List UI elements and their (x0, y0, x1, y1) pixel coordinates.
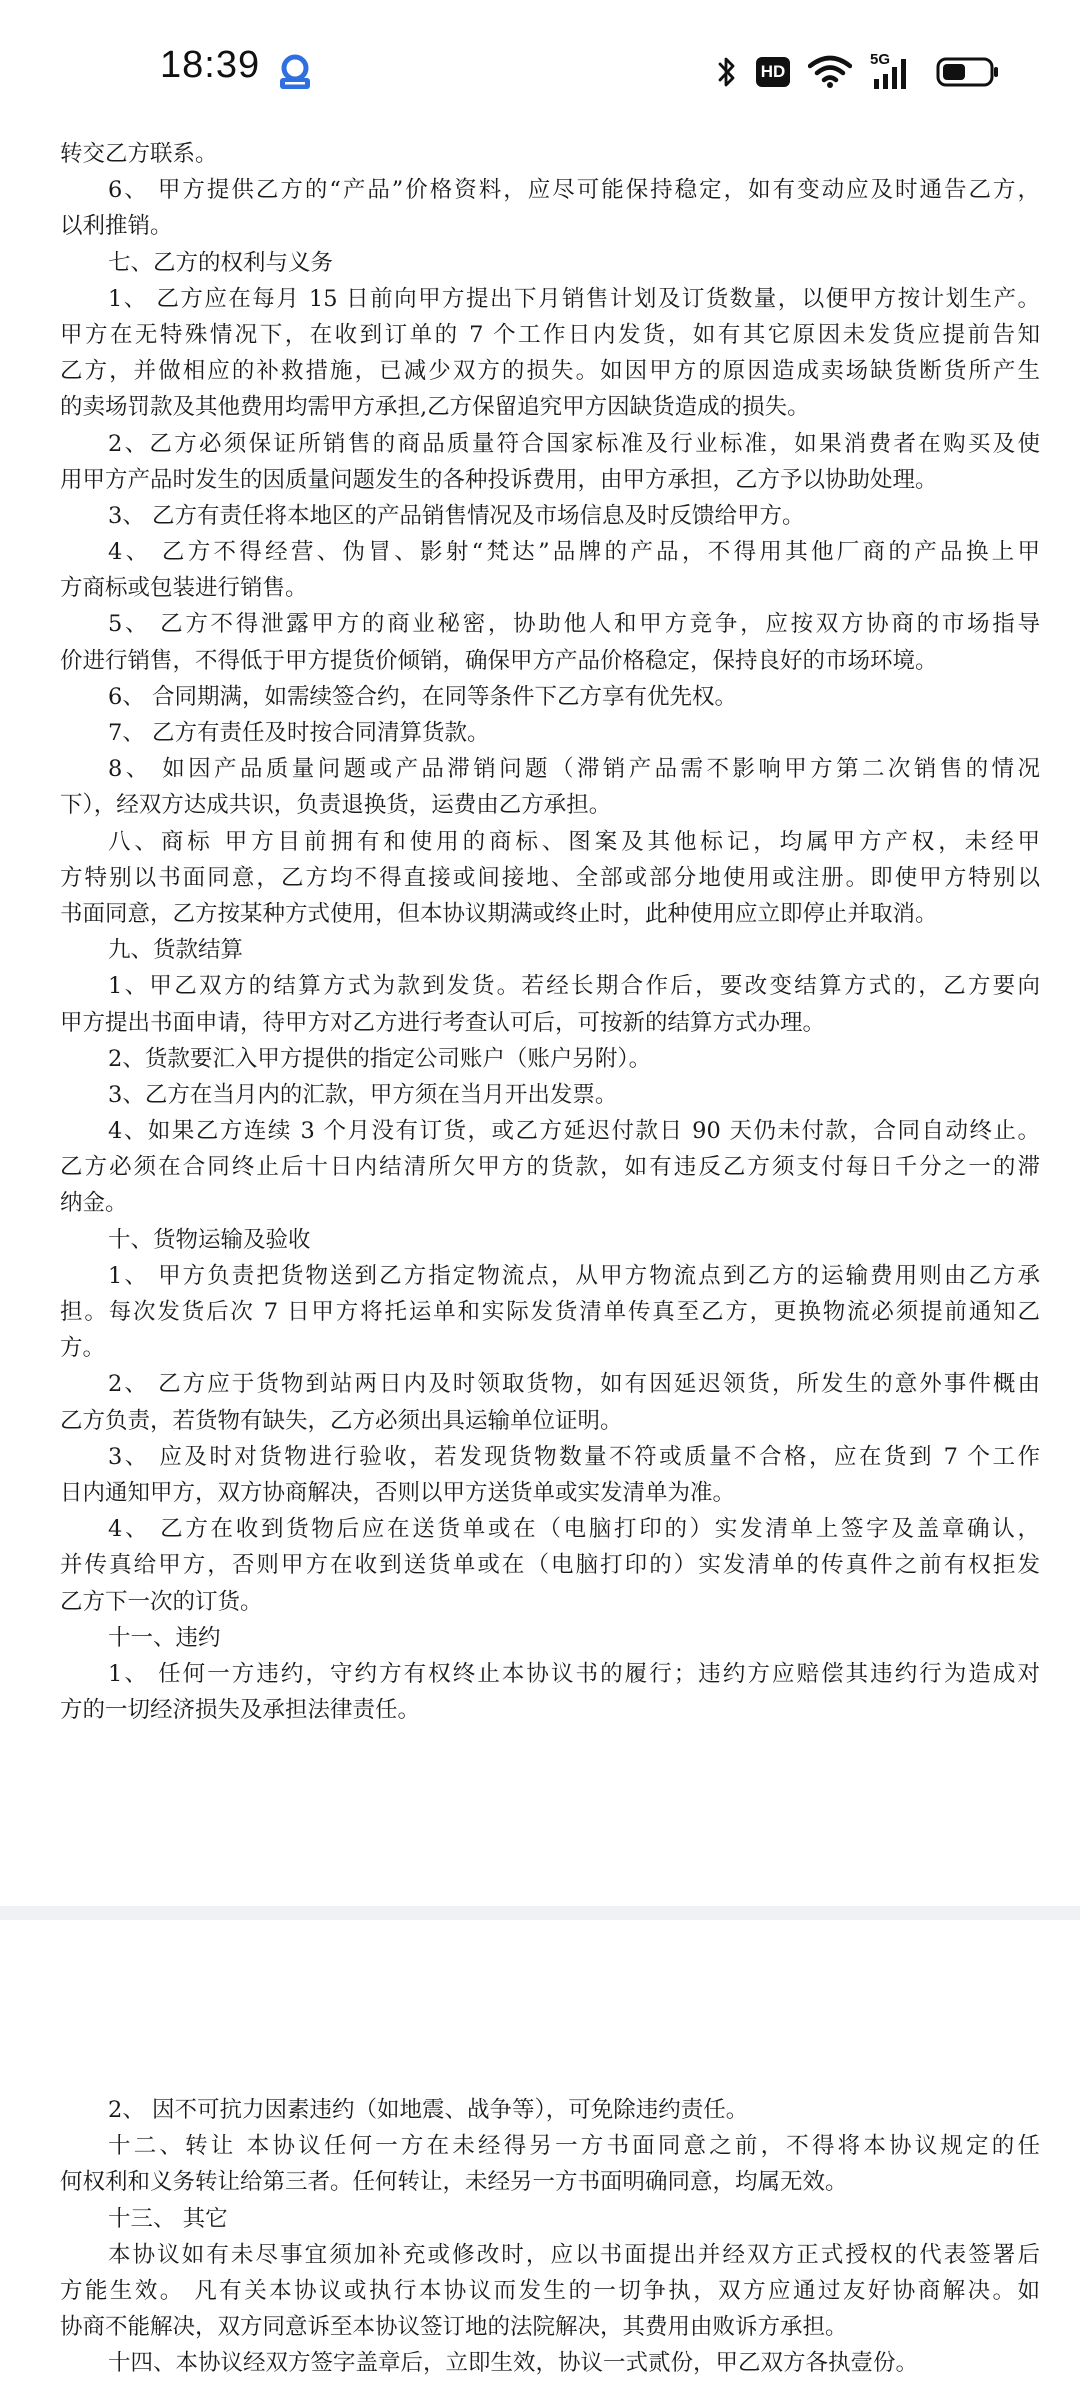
document-line: 1、 乙方应在每月 15 日前向甲方提出下月销售计划及订货数量，以便甲方按计划生产。 (108, 285, 1040, 312)
document-line: 2、乙方必须保证所销售的商品质量符合国家标准及行业标准，如果消费者在购买及使 (108, 430, 1040, 457)
document-line: 2、货款要汇入甲方提供的指定公司账户（账户另附）。 (108, 1045, 652, 1072)
document-page-2 (0, 1920, 1080, 2400)
document-line: 纳金。 (60, 1190, 128, 1217)
document-text-page-1 (60, 136, 1040, 1728)
document-line: 转交乙方联系。 (60, 141, 218, 167)
signal-icon (870, 53, 918, 91)
page-separator (0, 1906, 1080, 1920)
document-line: 用甲方产品时发生的因质量问题发生的各种投诉费用，由甲方承担，乙方予以协助处理。 (60, 466, 938, 493)
document-line: 方。 (60, 1335, 106, 1362)
document-line: 以利推销。 (60, 213, 173, 240)
document-page-1 (0, 128, 1080, 1906)
document-line: 十二、转让 本协议任何一方在未经得另一方书面同意之前，不得将本协议规定的任 (108, 2133, 1040, 2160)
section-heading: 十三、 其它 (108, 2205, 228, 2232)
document-line: 6、 合同期满，如需续签合约，在同等条件下乙方享有优先权。 (108, 683, 737, 710)
document-line: 何权利和义务转让给第三者。任何转让，未经另一方书面明确同意，均属无效。 (60, 2169, 848, 2196)
document-line: 本协议如有未尽事宜须加补充或修改时，应以书面提出并经双方正式授权的代表签署后 (108, 2241, 1040, 2268)
document-line: 方的一切经济损失及承担法律责任。 (60, 1697, 421, 1724)
document-line: 3、 乙方有责任将本地区的产品销售情况及市场信息及时反馈给甲方。 (108, 502, 805, 529)
document-line: 十四、本协议经双方签字盖章后，立即生效，协议一式贰份，甲乙双方各执壹份。 (108, 2350, 919, 2377)
document-line: 4、如果乙方连续 3 个月没有订货，或乙方延迟付款日 90 天仍未付款，合同自动终止。 (108, 1118, 1040, 1145)
document-line: 日内通知甲方，双方协商解决，否则以甲方送货单或实发清单为准。 (60, 1479, 736, 1506)
status-bar (0, 0, 1080, 130)
document-line: 乙方负责，若货物有缺失，乙方必须出具运输单位证明。 (60, 1407, 623, 1434)
document-line: 价进行销售，不得低于甲方提货价倾销，确保甲方产品价格稳定，保持良好的市场环境。 (60, 647, 938, 674)
document-line: 7、 乙方有责任及时按合同清算货款。 (108, 720, 490, 746)
document-line: 乙方必须在合同终止后十日内结清所欠甲方的货款，如有违反乙方须支付每日千分之一的滞 (60, 1154, 1040, 1181)
section-heading: 九、货款结算 (108, 937, 244, 964)
document-line: 1、 任何一方违约，守约方有权终止本协议书的履行；违约方应赔偿其违约行为造成对 (108, 1660, 1040, 1687)
document-line: 的卖场罚款及其他费用均需甲方承担,乙方保留追究甲方因缺货造成的损失。 (60, 394, 810, 421)
hd-icon: HD (756, 57, 790, 87)
document-line: 下），经双方达成共识，负责退换货，运费由乙方承担。 (60, 792, 612, 819)
document-text-page-2 (60, 2092, 1040, 2382)
document-line: 方特别以书面同意，乙方均不得直接或间接地、全部或部分地使用或注册。即使甲方特别以 (60, 864, 1040, 891)
document-line: 8、 如因产品质量问题或产品滞销问题（滞销产品需不影响甲方第二次销售的情况 (108, 756, 1040, 783)
document-line: 6、 甲方提供乙方的“产品”价格资料，应尽可能保持稳定，如有变动应及时通告乙方， (108, 177, 1040, 204)
battery-icon (936, 56, 1000, 88)
document-line: 4、 乙方在收到货物后应在送货单或在（电脑打印的）实发清单上签字及盖章确认， (108, 1516, 1040, 1543)
document-line: 2、 因不可抗力因素违约（如地震、战争等），可免除违约责任。 (108, 2097, 749, 2123)
document-line: 甲方在无特殊情况下，在收到订单的 7 个工作日内发货，如有其它原因未发货应提前告知 (60, 321, 1040, 348)
document-line: 方商标或包装进行销售。 (60, 575, 308, 602)
section-heading: 十、货物运输及验收 (108, 1226, 311, 1253)
document-line: 担。每次发货后次 7 日甲方将托运单和实际发货清单传真至乙方，更换物流必须提前通知乙 (60, 1299, 1040, 1325)
document-line: 4、 乙方不得经营、伪冒、影射“梵达”品牌的产品，不得用其他厂商的产品换上甲 (108, 539, 1040, 566)
document-line: 书面同意，乙方按某种方式使用，但本协议期满或终止时，此种使用应立即停止并取消。 (60, 900, 938, 927)
wifi-icon (808, 55, 852, 89)
document-line: 八、商标 甲方目前拥有和使用的商标、图案及其他标记，均属甲方产权，未经甲 (108, 828, 1040, 855)
document-line: 1、甲乙双方的结算方式为款到发货。若经长期合作后，要改变结算方式的，乙方要向 (108, 973, 1040, 1000)
section-heading: 七、乙方的权利与义务 (108, 249, 334, 276)
document-line: 2、 乙方应于货物到站两日内及时领取货物，如有因延迟领货，所发生的意外事件概由 (108, 1371, 1040, 1398)
status-icons (716, 50, 1000, 94)
document-line: 1、 甲方负责把货物送到乙方指定物流点，从甲方物流点到乙方的运输费用则由乙方承 (108, 1262, 1040, 1289)
document-line: 3、 应及时对货物进行验收，若发现货物数量不符或质量不合格，应在货到 7 个工作 (108, 1443, 1040, 1470)
section-heading: 十一、违约 (108, 1624, 221, 1651)
document-line: 并传真给甲方，否则甲方在收到送货单或在（电脑打印的）实发清单的传真件之前有权拒发 (60, 1552, 1040, 1579)
bluetooth-icon (716, 55, 738, 89)
document-line: 5、 乙方不得泄露甲方的商业秘密，协助他人和甲方竞争，应按双方协商的市场指导 (108, 611, 1040, 638)
document-line: 协商不能解决，双方同意诉至本协议签订地的法院解决，其费用由败诉方承担。 (60, 2314, 848, 2341)
document-line: 3、乙方在当月内的汇款，甲方须在当月开出发票。 (108, 1081, 618, 1108)
document-line: 乙方下一次的订货。 (60, 1588, 263, 1615)
document-line: 方能生效。 凡有关本协议或执行本协议而发生的一切争执，双方应通过友好协商解决。如 (60, 2277, 1040, 2304)
document-line: 甲方提出书面申请，待甲方对乙方进行考查认可后，可按新的结算方式办理。 (60, 1009, 826, 1036)
document-line: 乙方，并做相应的补救措施，已减少双方的损失。如因甲方的原因造成卖场缺货断货所产生 (60, 358, 1040, 385)
app-notification-icon (274, 52, 316, 94)
status-time: 18:39 (160, 44, 261, 86)
network-type-label: 5G (870, 51, 891, 68)
